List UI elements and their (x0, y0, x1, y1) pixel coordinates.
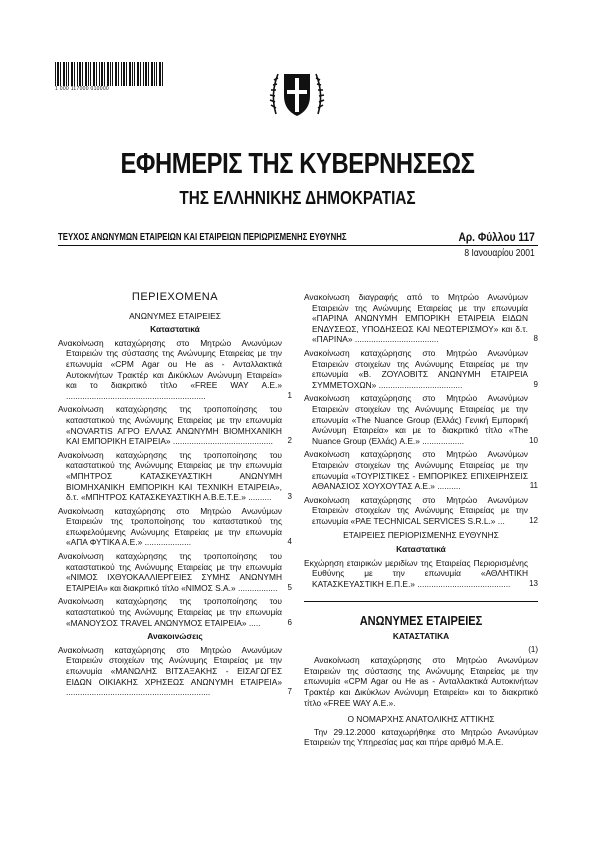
toc-left-column (58, 292, 292, 701)
toc-entry[interactable]: Ανακοίνωση καταχώρησης στο Μητρώο Ανωνύμων Εταιρειών της τροποποίησης του καταστατικού της επωφελούμενης Ανώνυμης Εταιρείας με την επωνυμία «ΑΠΑ ΦΥΤΙΚΑ Α.Ε.» .................... 4 (58, 505, 292, 548)
toc-entry[interactable]: Ανακοίνωση καταχώρησης στο Μητρώο Ανωνύμων Εταιρειών της σύστασης της Ανώνυμης Εταιρείας με την επωνυμία «CPM Agar ou He as - Ανταλλακτικά Αυτοκινήτων Τρακτέρ και Δικύκλων Ανώνυμη Εταιρεία» και το διακριτικό τίτλο «FREE WAY Α.Ε.» ............................................................ 1 (58, 337, 292, 401)
gazette-subtitle: ΤΗΣ ΕΛΛΗΝΙΚΗΣ ΔΗΜΟΚΡΑΤΙΑΣ (179, 188, 416, 208)
toc-entry[interactable]: Ανακοίνωση καταχώρησης της τροποποίησης του καταστατικού της Ανώνυμης Εταιρείας με την επωνυμία «ΜΠΗΤΡΟΣ ΚΑΤΑΣΚΕΥΑΣΤΙΚΗ ΑΝΩΝΥΜΗ ΒΙΟΜΗΧΑΝΙΚΗ ΕΜΠΟΡΙΚΗ ΚΑΙ ΤΕΧΝΙΚΗ ΕΤΑΙΡΕΙΑ», δ.τ. «ΜΠΗΤΡΟΣ ΚΑΤΑΣΚΕΥΑΣΤΙΚΗ Α.Β.Ε.Τ.Ε.» .......... 3 (58, 449, 292, 503)
toc-entry[interactable]: Ανακοίνωση καταχώρησης στο Μητρώο Ανωνύμων Εταιρειών στοιχείων της Ανώνυμης Εταιρείας με την επωνυμία «The Nuance Group (Ελλάς) Γενική Εμπορική Ανώνυμη Εταιρεία» και με το διακριτικό τίτλο «The Nuance Group (Ελλάς) Α.Ε.» .................. 10 (304, 393, 538, 446)
section-divider (304, 601, 538, 602)
issue-date: 8 Ιανουαρίου 2001 (464, 248, 535, 259)
toc-page-number: 13 (529, 578, 538, 588)
toc-entry[interactable]: Ανακοίνωση καταχώρησης της τροποποίησης του καταστατικού της Ανώνυμης Εταιρείας με την επωνυμία «ΝΙΜΟΣ ΙΧΘΥΟΚΑΛΛΙΕΡΓΕΙΕΣ ΣΥΜΗΣ ΑΝΩΝΥΜΗ ΕΤΑΙΡΕΙΑ» και διακριτικό τίτλο «ΝΙΜΟΣ S.A.» ................. 5 (58, 551, 292, 593)
toc-page-number: 10 (529, 435, 538, 445)
toc-section-ae: ΑΝΩΝΥΜΕΣ ΕΤΑΙΡΕΙΕΣ (129, 310, 221, 321)
toc-entry[interactable]: Ανακοίνωση καταχώρησης στο Μητρώο Ανωνύμων Εταιρειών στοιχείων της Ανώνυμης Εταιρείας με την επωνυμία «ΤΟΥΡΙΣΤΙΚΕΣ - ΕΜΠΟΡΙΚΕΣ ΕΠΙΧΕΙΡΗΣΕΙΣ ΑΘΑΝΑΣΙΟΣ ΧΟΥΧΟΥΤΑΣ Α.Ε.» .......... 11 (304, 449, 538, 492)
body-text: Την 29.12.2000 καταχωρήθηκε στο Μητρώο Ανωνύμων Εταιρειών της Υπηρεσίας μας και πήρε αριθμό Μ.Α.Ε. (304, 726, 538, 748)
gazette-title: ΕΦΗΜΕΡΙΣ ΤΗΣ ΚΥΒΕΡΝΗΣΕΩΣ (120, 148, 475, 180)
toc-page-number: 9 (533, 379, 538, 389)
toc-page-number: 1 (287, 390, 292, 400)
body-paragraph: Ανακοίνωση καταχώρησης στο Μητρώο Ανωνύμων Εταιρειών της σύστασης της Ανώνυμης Εταιρείας με την επωνυμία «CPM Agar ou He as - Ανταλλακτικά Αυτοκινήτων Τρακτέρ και Δικύκλων Ανώνυμη Εταιρεία» και το διακριτικό τίτλο «FREE WAY A.E.». (304, 655, 538, 708)
toc-entry[interactable]: Ανακοίνωση καταχώρησης στο Μητρώο Ανωνύμων Εταιρειών στοιχείων της Ανώνυμης Εταιρείας με την επωνυμία «Β. ΖΟΥΛΟΒΙΤΣ ΑΝΩΝΥΜΗ ΕΤΑΙΡΕΙΑ ΣΥΜΜΕΤΟΧΩΝ» .................................... 9 (304, 347, 538, 390)
toc-section-epe: ΕΤΑΙΡΕΙΕΣ ΠΕΡΙΟΡΙΣΜΕΝΗΣ ΕΥΘΥΝΗΣ (343, 530, 499, 541)
authority-heading: Ο ΝΟΜΑΡΧΗΣ ΑΝΑΤΟΛΙΚΗΣ ΑΤΤΙΚΗΣ (347, 714, 495, 725)
toc-sub-notices: Ανακοινώσεις (147, 631, 203, 642)
toc-entry[interactable]: Ανακοίνωση διαγραφής από το Μητρώο Ανωνύμων Εταιρειών της Ανώνυμης Εταιρείας με την επωνυμία «ΠΑΡΙΝΑ ΑΝΩΝΥΜΗ ΕΜΠΟΡΙΚΗ ΕΤΑΙΡΕΙΑ ΕΙΔΩΝ ΕΝΔΥΣΕΩΣ, ΥΠΟΔΗΣΕΩΣ ΚΑΙ ΝΕΩΤΕΡΙΣΜΟΥ» και δ.τ. «ΠΑΡΙΝΑ» .................................... 8 (304, 292, 538, 345)
toc-page-number: 5 (287, 582, 292, 592)
toc-page-number: 4 (287, 537, 292, 547)
barcode-number: 1 000 117000 010000 (55, 86, 109, 92)
issue-series: ΤΕΥΧΟΣ ΑΝΩΝΥΜΩΝ ΕΤΑΙΡΕΙΩΝ ΚΑΙ ΕΤΑΙΡΕΙΩΝ ΠΕΡΙΩΡΙΣΜΕΝΗΣ ΕΥΘΥΝΗΣ (58, 232, 347, 243)
toc-entry[interactable]: Ανακοίνωση καταχώρησης στο Μητρώο Ανωνύμων Εταιρειών στοιχείων της Ανώνυμης Εταιρείας με την επωνυμία «ΜΑΝΩΛΗΣ ΒΙΤΣΑΞΑΚΗΣ - ΕΙΣΑΓΩΓΕΣ ΕΙΔΩΝ ΟΙΚΙΑΚΗΣ ΧΡΗΣΕΩΣ ΑΝΩΝΥΜΗ ΕΤΑΙΡΕΙΑ» .............................................................. 7 (58, 644, 292, 698)
header-rule (58, 245, 538, 246)
toc-sub-statutes: Καταστατικά (150, 324, 200, 335)
toc-page-number: 11 (529, 481, 538, 491)
toc-page-number: 6 (287, 617, 292, 627)
sheet-number: Αρ. Φύλλου 117 (458, 230, 535, 244)
body-section-title: ΑΝΩΝΥΜΕΣ ΕΤΑΙΡΕΙΕΣ (359, 613, 483, 629)
toc-page-number: 3 (287, 492, 292, 502)
toc-page-number: 8 (533, 334, 538, 344)
toc-sub-statutes-2: Καταστατικά (396, 544, 446, 555)
toc-page-number: 7 (287, 687, 292, 697)
toc-page-number: 12 (529, 515, 538, 525)
barcode (55, 62, 165, 86)
toc-title: ΠΕΡΙΕΧΟΜΕΝΑ (131, 291, 219, 303)
toc-entry[interactable]: Ανακοίνωση καταχώρησης στο Μητρώο Ανωνύμων Εταιρειών στοιχείων της Ανώνυμης Εταιρείας με την επωνυμία «PAE TECHNICAL SERVICES S.R.L.» ... 12 (304, 494, 538, 526)
coat-of-arms-icon (268, 64, 326, 122)
toc-entry[interactable]: Ανακοίνωση καταχώρησης της τροποποίησης του καταστατικού της Ανώνυμης Εταιρείας με την επωνυμία «ΜΑΝΟΥΣΟΣ TRAVEL ΑΝΩΝΥΜΟΣ ΕΤΑΙΡΕΙΑ» ..... 6 (58, 596, 292, 628)
toc-entry[interactable]: Ανακοίνωση καταχώρησης της τροποποίησης του καταστατικού της Ανώνυμης Εταιρείας με την επωνυμία «NOVARTIS ΑΓΡΟ ΕΛΛΑΣ ΑΝΩΝΥΜΗ ΒΙΟΜΗΧΑΝΙΚΗ ΚΑΙ ΕΜΠΟΡΙΚΗ ΕΤΑΙΡΕΙΑ» ........................................... 2 (58, 404, 292, 447)
toc-entry[interactable]: Εκχώρηση εταιρικών μεριδίων της Εταιρείας Περιορισμένης Ευθύνης με την επωνυμία «ΑΘΛΗΤΙΚΗ ΚΑΤΑΣΚΕΥΑΣΤΙΚΗ Ε.Π.Ε.» ........................................ 13 (304, 557, 538, 589)
item-number: (1) (528, 644, 538, 654)
body-subsection-title: ΚΑΤΑΣΤΑΤΙΚΑ (392, 631, 450, 642)
right-column (304, 292, 538, 748)
toc-page-number: 2 (287, 436, 292, 446)
